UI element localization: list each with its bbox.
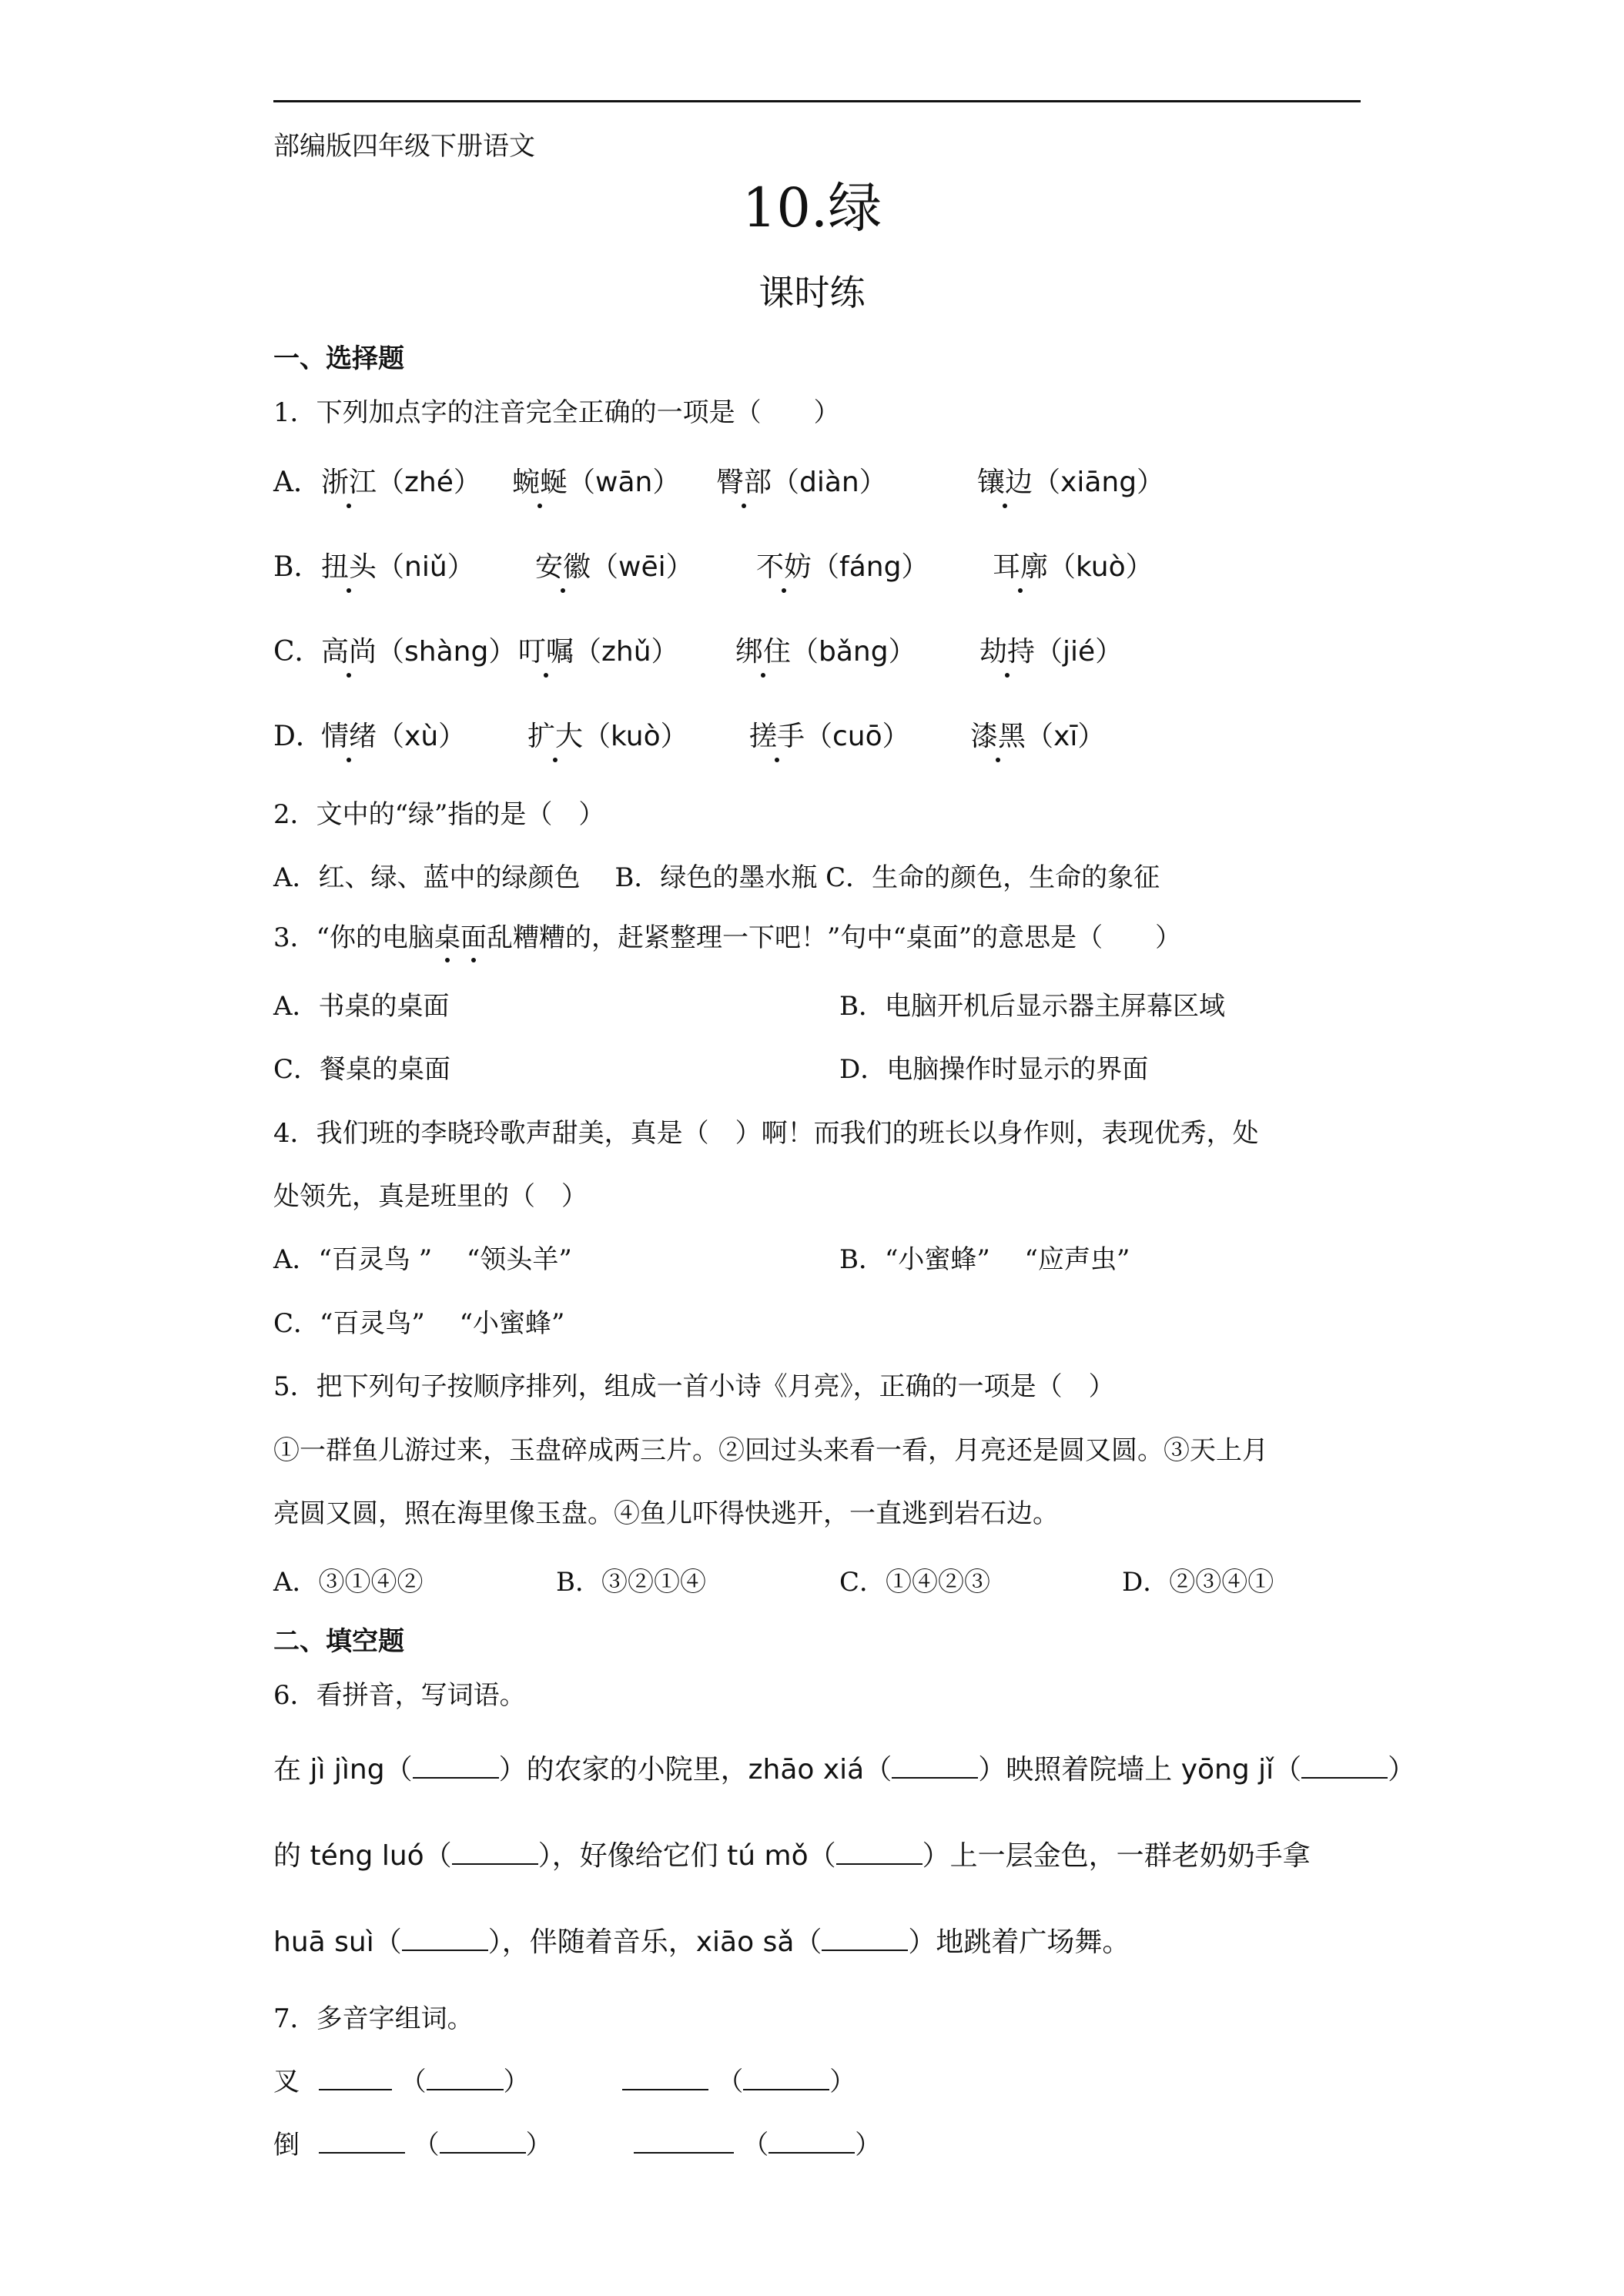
dotted-word: 扭头: [321, 550, 377, 585]
pinyin: （jié）: [1035, 636, 1123, 668]
question-5-poem-line-2: 亮圆又圆，照在海里像玉盘。④鱼儿吓得快逃开，一直逃到岩石边。: [273, 1498, 1059, 1529]
question-4-line-2: 处领先，真是班里的（ ）: [273, 1181, 588, 1212]
pinyin: （shàng）: [377, 636, 517, 668]
q1-option-a[interactable]: [273, 465, 1165, 500]
q5-option-b[interactable]: B．③②①④: [556, 1567, 706, 1598]
answer-blank[interactable]: [402, 1926, 488, 1951]
q6-line-2: [273, 1839, 1311, 1874]
pinyin: xiāo sǎ: [695, 1926, 795, 1958]
pinyin: （zhé）: [377, 467, 481, 498]
pinyin: （kuò）: [583, 721, 688, 752]
section-heading-choice: 一、选择题: [273, 343, 404, 374]
section-heading-fill: 二、填空题: [273, 1626, 404, 1657]
dotted-word: 搓手: [749, 719, 805, 755]
answer-blank[interactable]: [440, 2129, 526, 2154]
book-label: 部编版四年级下册语文: [273, 131, 535, 162]
option-label: D．: [273, 721, 323, 752]
answer-blank[interactable]: [319, 2066, 392, 2090]
text: 在: [273, 1754, 310, 1786]
pinyin: tú mǒ: [727, 1840, 809, 1872]
q6-line-3: [273, 1925, 1130, 1960]
option-label: C．: [273, 636, 323, 668]
pinyin: zhāo xiá: [748, 1754, 865, 1786]
paren: （: [384, 1754, 413, 1786]
q3-option-c[interactable]: C．餐桌的桌面: [273, 1054, 451, 1085]
answer-blank[interactable]: [427, 2066, 504, 2090]
dotted-word: 高尚: [321, 634, 377, 670]
dotted-word: 叮嘱: [518, 634, 574, 670]
q4-option-c[interactable]: C．“百灵鸟” “小蜜蜂”: [273, 1308, 565, 1339]
q2-options[interactable]: A．红、绿、蓝中的绿颜色 B．绿色的墨水瓶 C．生命的颜色，生命的象征: [273, 862, 1160, 893]
header-rule: [273, 100, 1361, 102]
pinyin: （wēi）: [591, 551, 694, 583]
dotted-word: 情绪: [321, 719, 377, 755]
stem-text: 乱糟糟的，赶紧整理一下吧！”句中“桌面”的意思是（ ）: [487, 922, 1182, 953]
q3-option-a[interactable]: A．书桌的桌面: [273, 991, 450, 1022]
q5-option-d[interactable]: D．②③④①: [1122, 1567, 1274, 1598]
polyphone-char: 倒: [273, 2130, 300, 2160]
paren: ）: [525, 2130, 552, 2160]
q7-row-2: [273, 2128, 881, 2162]
paren: ）: [829, 2067, 856, 2097]
answer-blank[interactable]: [743, 2066, 829, 2090]
question-1-stem: 1．下列加点字的注音完全正确的一项是（ ）: [273, 397, 840, 428]
pinyin: （wān）: [568, 467, 681, 498]
question-3-stem: [273, 921, 1181, 955]
pinyin: （xiāng）: [1033, 467, 1165, 498]
paren: ）: [855, 2130, 882, 2160]
paren: （: [864, 1754, 892, 1786]
answer-blank[interactable]: [1301, 1754, 1388, 1779]
paren: ）: [1388, 1754, 1416, 1786]
pinyin: （kuò）: [1048, 551, 1154, 583]
dotted-word: 漆黑: [970, 719, 1026, 755]
answer-blank[interactable]: [836, 1840, 922, 1865]
question-2-stem: 2．文中的“绿”指的是（ ）: [273, 799, 605, 830]
paren: （: [742, 2130, 769, 2160]
q5-option-a[interactable]: A．③①④②: [273, 1567, 424, 1598]
paren: ）: [503, 2067, 530, 2097]
dotted-word: 浙江: [321, 465, 377, 500]
pinyin: téng luó: [310, 1840, 424, 1872]
option-label: A．: [273, 467, 321, 498]
paren: （: [373, 1926, 402, 1958]
answer-blank[interactable]: [452, 1840, 538, 1865]
paren: （: [794, 1926, 822, 1958]
dotted-word: 绑住: [735, 634, 791, 670]
dotted-word: 安徽: [535, 550, 591, 585]
question-4-line-1: 4．我们班的李晓玲歌声甜美，真是（ ）啊！而我们的班长以身作则，表现优秀，处: [273, 1118, 1259, 1149]
text: ），伴随着音乐，: [487, 1926, 696, 1958]
page-subtitle: 课时练: [758, 272, 866, 313]
pinyin: yōng jǐ: [1180, 1754, 1274, 1786]
dotted-word: 扩大: [527, 719, 583, 755]
text: 的: [273, 1840, 310, 1872]
dotted-char: 面: [460, 922, 487, 953]
pinyin: （niǔ）: [377, 551, 475, 583]
dotted-char: 桌: [434, 922, 461, 953]
pinyin: jì jìng: [310, 1754, 385, 1786]
page-title: 10.绿: [742, 176, 882, 239]
text: ）上一层金色，一群老奶奶手拿: [922, 1840, 1311, 1872]
text: ）的农家的小院里，: [498, 1754, 748, 1786]
dotted-word: 蜿蜒: [512, 465, 568, 500]
pinyin: （cuō）: [805, 721, 910, 752]
answer-blank[interactable]: [892, 1754, 978, 1779]
pinyin: （xī）: [1026, 721, 1106, 752]
q3-option-d[interactable]: D．电脑操作时显示的界面: [839, 1054, 1149, 1085]
question-5-poem-line-1: ①一群鱼儿游过来，玉盘碎成两三片。②回过头来看一看，月亮还是圆又圆。③天上月: [273, 1435, 1268, 1466]
pinyin: （xù）: [377, 721, 467, 752]
paren: （: [1274, 1754, 1302, 1786]
question-5-stem: 5．把下列句子按顺序排列，组成一首小诗《月亮》，正确的一项是（ ）: [273, 1371, 1115, 1402]
text: ）映照着院墙上: [978, 1754, 1181, 1786]
pinyin: （diàn）: [772, 467, 887, 498]
answer-blank[interactable]: [768, 2129, 855, 2154]
answer-blank[interactable]: [622, 2066, 708, 2090]
paren: （: [808, 1840, 836, 1872]
q7-row-1: [273, 2065, 856, 2099]
q5-option-c[interactable]: C．①④②③: [839, 1567, 991, 1598]
paren: （: [400, 2067, 427, 2097]
q1-option-c[interactable]: [273, 634, 1123, 670]
q1-option-b[interactable]: [273, 550, 1154, 585]
pinyin: （fáng）: [812, 551, 929, 583]
q3-option-b[interactable]: B．电脑开机后显示器主屏幕区域: [839, 991, 1225, 1022]
stem-text: 3．“你的电脑: [273, 922, 435, 953]
paren: （: [413, 2130, 440, 2160]
answer-blank[interactable]: [634, 2129, 734, 2154]
dotted-word: 臀部: [716, 465, 772, 500]
question-7-stem: 7．多音字组词。: [273, 2003, 474, 2034]
paren: （: [424, 1840, 452, 1872]
pinyin: huā suì: [273, 1926, 374, 1958]
option-label: B．: [273, 551, 322, 583]
text: ）地跳着广场舞。: [908, 1926, 1130, 1958]
q4-option-a[interactable]: A．“百灵鸟 ” “领头羊”: [273, 1244, 572, 1275]
dotted-word: 不妨: [756, 550, 812, 585]
dotted-word: 劫持: [979, 634, 1035, 670]
answer-blank[interactable]: [413, 1754, 499, 1779]
answer-blank[interactable]: [822, 1926, 908, 1951]
pinyin: （zhǔ）: [574, 636, 679, 668]
dotted-word: 镶边: [977, 465, 1033, 500]
q6-line-1: [273, 1752, 1415, 1788]
polyphone-char: 叉: [273, 2067, 300, 2097]
dotted-word: 耳廓: [993, 550, 1048, 585]
pinyin: （bǎng）: [791, 636, 916, 668]
answer-blank[interactable]: [319, 2129, 405, 2154]
q4-option-b[interactable]: B．“小蜜蜂” “应声虫”: [839, 1244, 1130, 1275]
question-6-stem: 6．看拼音，写词语。: [273, 1680, 526, 1711]
text: ），好像给它们: [537, 1840, 728, 1872]
paren: （: [717, 2067, 744, 2097]
q1-option-d[interactable]: [273, 719, 1106, 755]
